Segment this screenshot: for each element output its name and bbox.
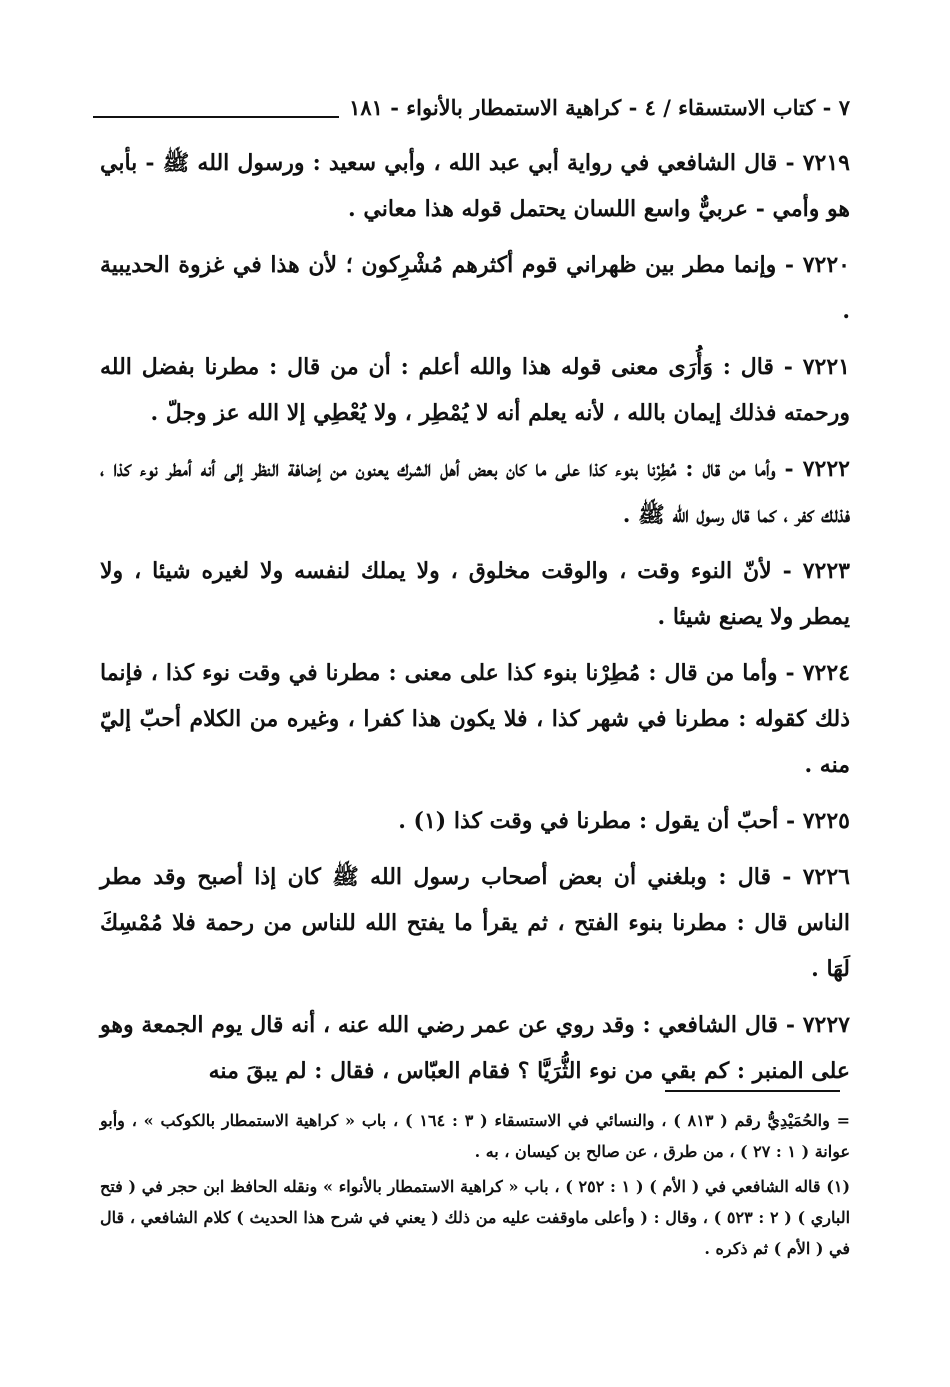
- paragraph-7220: ٧٢٢٠ - وإنما مطر بين ظهراني قوم أكثرهم مُشْرِكون ؛ لأن هذا في غزوة الحديبية .: [100, 252, 850, 324]
- footnote-continued: = والحُمَيْدِيُّ رقم ( ٨١٣ ) ، والنسائي في الاستسقاء ( ٣ : ١٦٤ ) ، باب « كراهية الاستمطار بالكوكب » ، وأبو عوانة ( ١ : ٢٧ ) ، من طرق ، عن صالح بن كيسان ، به .: [100, 1111, 851, 1161]
- footnotes: [100, 1105, 850, 1268]
- paragraph-7223: ٧٢٢٣ - لأنّ النوء وقت ، والوقت مخلوق ، ولا يملك لنفسه ولا لغيره شيئا ، ولا يمطر ولا يصنع شيئا .: [100, 558, 850, 630]
- main-text: [100, 140, 850, 1104]
- header-title: ٧ - كتاب الاستسقاء / ٤ - كراهية الاستمطار بالأنواء - ١٨١: [349, 95, 850, 120]
- footnote-separator: [665, 1090, 840, 1092]
- running-header: [93, 90, 850, 124]
- footnote-1: (١) قاله الشافعي في ( الأم ) ( ١ : ٢٥٢ ) ، باب « كراهية الاستمطار بالأنواء » ونقله الحافظ ابن حجر في ( فتح الباري ) ( ٢ : ٥٢٣ ) ، وقال : ( وأعلى ماوقفت عليه من ذلك ( يعني في شرح هذا الحديث ) كلام الشافعي ، قال في ( الأم ) ثم ذكره .: [100, 1177, 851, 1258]
- header-rule: [93, 116, 339, 118]
- paragraph-7227: ٧٢٢٧ - قال الشافعي : وقد روي عن عمر رضي الله عنه ، أنه قال يوم الجمعة وهو على المنبر : كم بقي من نوء الثُّرَيَّا ؟ فقام العبّاس ، فقال : لم يبقَ منه: [100, 1012, 850, 1084]
- paragraph-7219: ٧٢١٩ - قال الشافعي في رواية أبي عبد الله ، وأبي سعيد : ورسول الله ﷺ - بأبي هو وأمي - عربيٌّ واسع اللسان يحتمل قوله هذا معاني .: [100, 150, 850, 222]
- paragraph-7222: ٧٢٢٢ - وأما من قال : مُطِرْنا بنوء كذا على ما كان بعض أهل الشرك يعنون من إضافة النظر إلى أنه أمطر نوء كذا ، فذلك كفر ، كما قال رسول الله ﷺ .: [100, 456, 850, 528]
- paragraph-7225: ٧٢٢٥ - أحبّ أن يقول : مطرنا في وقت كذا (١) .: [398, 808, 850, 834]
- paragraph-7224: ٧٢٢٤ - وأما من قال : مُطِرْنا بنوء كذا على معنى : مطرنا في وقت نوء كذا ، فإنما ذلك كقوله : مطرنا في شهر كذا ، فلا يكون هذا كفرا ، وغيره من الكلام أحبّ إليّ منه .: [100, 660, 850, 778]
- paragraph-7221: ٧٢٢١ - قال : وَأُرَى معنى قوله هذا والله أعلم : أن من قال : مطرنا بفضل الله ورحمته فذلك إيمان بالله ، لأنه يعلم أنه لا يُمْطِر ، ولا يُعْطِي إلا الله عز وجلّ .: [100, 354, 850, 426]
- paragraph-7226: ٧٢٢٦ - قال : وبلغني أن بعض أصحاب رسول الله ﷺ كان إذا أصبح وقد مطر الناس قال : مطرنا بنوء الفتح ، ثم يقرأ ما يفتح الله للناس من رحمة فلا مُمْسِكَ لَهَا .: [100, 864, 850, 982]
